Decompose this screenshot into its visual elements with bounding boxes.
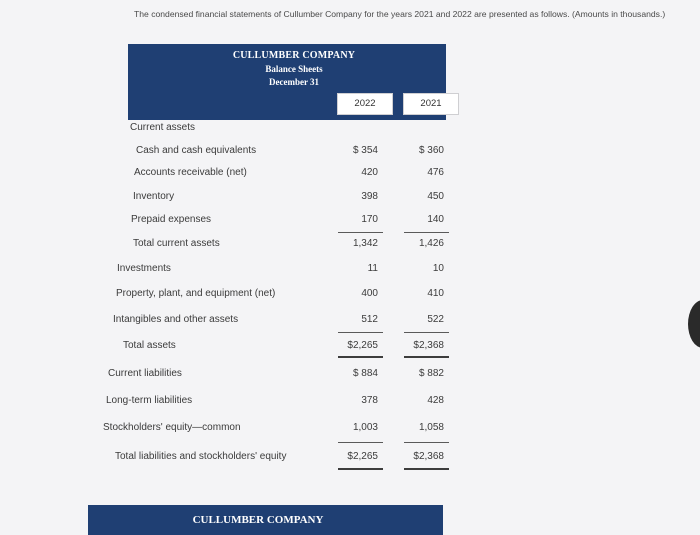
value-2021-intangibles: 522 bbox=[427, 314, 444, 325]
value-2021-total-assets: $2,368 bbox=[413, 340, 444, 351]
value-2021-investments: 10 bbox=[432, 263, 444, 274]
value-2021-long-term-liabilities: 428 bbox=[427, 395, 444, 406]
value-2022-long-term-liabilities: 378 bbox=[361, 395, 378, 406]
value-2022-inventory: 398 bbox=[361, 191, 378, 202]
label-cash: Cash and cash equivalents bbox=[136, 145, 257, 156]
value-2021-ppe: 410 bbox=[427, 288, 444, 299]
subtotal-rule-2021-assets bbox=[404, 332, 449, 333]
value-2022-total-current: 1,342 bbox=[352, 238, 378, 249]
next-statement-company: CULLUMBER COMPANY bbox=[192, 514, 324, 526]
label-stockholders-equity: Stockholders' equity—common bbox=[103, 422, 241, 433]
value-2021-inventory: 450 bbox=[427, 191, 444, 202]
total-rule-2021-assets bbox=[404, 356, 449, 358]
label-total-current-assets: Total current assets bbox=[133, 238, 220, 249]
value-2021-ar: 476 bbox=[427, 167, 444, 178]
label-total-liabilities-equity: Total liabilities and stockholders' equity bbox=[115, 451, 287, 462]
company-name: CULLUMBER COMPANY bbox=[232, 50, 356, 61]
subtotal-rule-2022-current bbox=[338, 232, 383, 233]
value-2022-ar: 420 bbox=[361, 167, 378, 178]
value-2022-intangibles: 512 bbox=[361, 314, 378, 325]
value-2022-current-liabilities: $ 884 bbox=[352, 368, 378, 379]
statement-date: December 31 bbox=[268, 77, 320, 87]
label-ppe: Property, plant, and equipment (net) bbox=[116, 288, 276, 299]
label-accounts-receivable: Accounts receivable (net) bbox=[134, 167, 247, 178]
value-2022-cash: $ 354 bbox=[352, 145, 378, 156]
value-2022-investments: 11 bbox=[367, 263, 378, 274]
label-long-term-liabilities: Long-term liabilities bbox=[106, 395, 193, 406]
label-prepaid: Prepaid expenses bbox=[131, 214, 212, 225]
total-rule-2022-le bbox=[338, 468, 383, 470]
intro-text: The condensed financial statements of Cullumber Company for the years 2021 and 2022 are presented as follows. (Amounts in thousands.) bbox=[134, 9, 666, 19]
subtotal-rule-2022-le bbox=[338, 442, 383, 443]
value-2021-total-liabilities-equity: $2,368 bbox=[413, 451, 444, 462]
label-current-liabilities: Current liabilities bbox=[108, 368, 182, 379]
label-current-assets: Current assets bbox=[130, 122, 196, 133]
subtotal-rule-2021-le bbox=[404, 442, 449, 443]
subtotal-rule-2022-assets bbox=[338, 332, 383, 333]
label-investments: Investments bbox=[117, 263, 171, 274]
statement-name: Balance Sheets bbox=[265, 64, 323, 74]
value-2021-current-liabilities: $ 882 bbox=[418, 368, 444, 379]
value-2022-total-assets: $2,265 bbox=[347, 340, 378, 351]
label-intangibles: Intangibles and other assets bbox=[113, 314, 239, 325]
column-header-2022: 2022 bbox=[337, 93, 393, 115]
value-2022-total-liabilities-equity: $2,265 bbox=[347, 451, 378, 462]
label-inventory: Inventory bbox=[133, 191, 175, 202]
statement-header bbox=[128, 44, 460, 87]
value-2021-cash: $ 360 bbox=[418, 145, 444, 156]
subtotal-rule-2021-current bbox=[404, 232, 449, 233]
edge-scroll-handle bbox=[688, 300, 700, 348]
value-2022-ppe: 400 bbox=[361, 288, 378, 299]
label-total-assets: Total assets bbox=[123, 340, 176, 351]
value-2021-total-current: 1,426 bbox=[418, 238, 444, 249]
value-2022-prepaid: 170 bbox=[361, 214, 378, 225]
value-2021-equity: 1,058 bbox=[418, 422, 444, 433]
column-header-2021: 2021 bbox=[403, 93, 459, 115]
total-rule-2022-assets bbox=[338, 356, 383, 358]
value-2022-equity: 1,003 bbox=[352, 422, 378, 433]
total-rule-2021-le bbox=[404, 468, 449, 470]
value-2021-prepaid: 140 bbox=[427, 214, 444, 225]
